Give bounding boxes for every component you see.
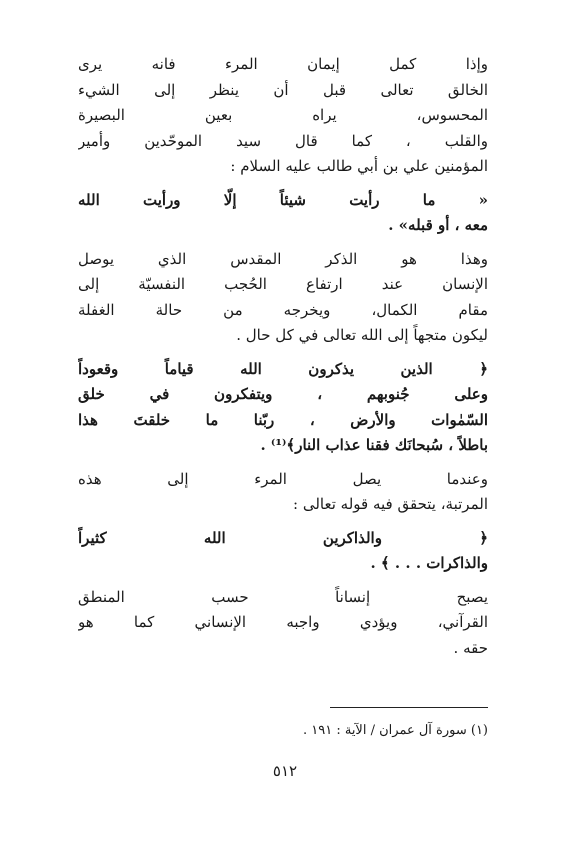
paragraph <box>78 357 488 459</box>
text-line: الخالق تعالى قبل أن ينظر إلى الشيء <box>78 80 488 99</box>
text-line: ليكون متجهاً إلى الله تعالى في كل حال . <box>236 326 488 344</box>
text-line: وإذا كمل إيمان المرء فانه يرى <box>78 55 488 73</box>
paragraph <box>78 585 488 662</box>
paragraph <box>78 467 488 518</box>
text-line: المؤمنين علي بن أبي طالب عليه السلام : <box>230 157 488 175</box>
text-line: وهذا هو الذكر المقدس الذي يوصل <box>78 249 488 268</box>
footnote-separator <box>330 707 488 708</box>
paragraph <box>78 52 488 180</box>
paragraph <box>78 247 488 349</box>
quote-line: وعلى جُنوبهم ، ويتفكرون في خلق <box>78 385 488 403</box>
text-line: مقام الكمال، ويخرجه من حالة الغفلة <box>78 300 488 319</box>
quote-line: « ما رأيت شيئاً إلّا ورأيت الله <box>78 190 488 209</box>
paragraph <box>78 526 488 577</box>
text-line: الإنسان عند ارتفاع الحُجب النفسيّة إلى <box>78 275 488 293</box>
quote-line: معه ، أو قبله» . <box>388 216 488 234</box>
body-text <box>78 52 488 661</box>
quote-line: السّمٰوات والأرض ، ربّنا ما خلقتَ هذا <box>78 410 488 429</box>
text-line: المحسوس، يراه بعين البصيرة <box>78 106 488 124</box>
text-line: حقه . <box>453 638 488 657</box>
quote-line: والذاكرات . . . ﴾ . <box>370 554 488 572</box>
quote-line: ﴿ والذاكرين الله كثيراً <box>78 528 488 547</box>
paragraph <box>78 188 488 239</box>
text-line: والقلب ، كما قال سيد الموحّدين وأمير <box>78 131 488 150</box>
quote-line: ﴿ الذين يذكرون الله قياماً وقعوداً <box>78 359 488 378</box>
text-line: يصبح إنساناً حسب المنطق <box>78 587 488 606</box>
quote-line: باطلاً ، سُبحانَك فقنا عذاب النار﴾⁽¹⁾ . <box>260 436 488 454</box>
text-line: وعندما يصل المرء إلى هذه <box>78 469 488 488</box>
page-number: ٥١٢ <box>272 762 298 780</box>
footnote: (١) سورة آل عمران / الآية : ١٩١ . <box>302 723 488 738</box>
text-line: المرتبة، يتحقق فيه قوله تعالى : <box>293 495 488 513</box>
text-line: القرآني، ويؤدي واجبه الإنساني كما هو <box>78 613 488 631</box>
